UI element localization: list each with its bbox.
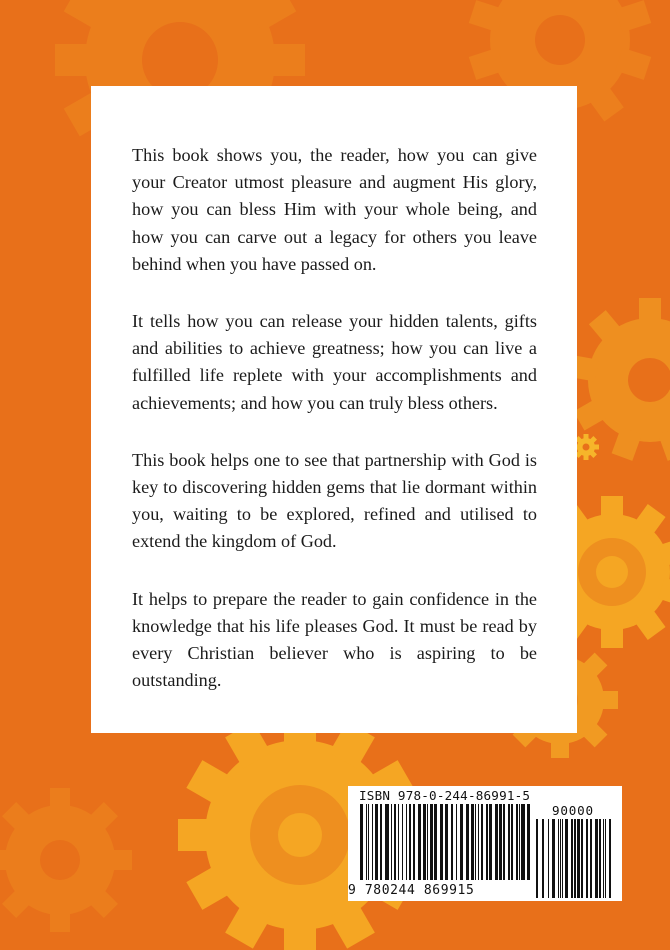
blurb-panel: [91, 86, 577, 733]
barcode-bar: [471, 804, 474, 880]
blurb-paragraph-2: It tells how you can release your hidden talents, gifts and abilities to achieve greatness; how you can live a fulfilled life replete with your accomplishments and achievements; and how you can truly bless others.: [132, 311, 537, 413]
barcode-bar: [599, 819, 601, 898]
barcode-bar: [398, 804, 399, 880]
barcode-bar: [460, 804, 463, 880]
barcode-bar: [475, 804, 476, 880]
gear-icon: [567, 298, 670, 461]
barcode-bar: [413, 804, 415, 880]
blurb-paragraph-4: It helps to prepare the reader to gain confidence in the knowledge that his life pleases God. It must be read by every Christian believer who is aspiring to be outstanding.: [132, 588, 537, 691]
barcode-bar: [499, 804, 502, 880]
barcode-bar: [430, 804, 433, 880]
barcode-bar: [466, 804, 469, 880]
barcode-bar: [508, 804, 510, 880]
barcode-bar: [440, 804, 443, 880]
barcode-bar: [503, 804, 505, 880]
barcode-bar: [495, 804, 498, 880]
barcode-bar: [571, 819, 573, 898]
ean-digits: 9 780244 869915: [348, 883, 475, 898]
barcode-bar: [423, 804, 426, 880]
barcode-bar: [605, 819, 606, 898]
blurb-paragraph-1: This book shows you, the reader, how you can give your Creator utmost pleasure and augment His glory, how you can bless Him with your whole being, and how you can carve out a legacy for others you leave behind when you have passed on.: [132, 145, 537, 274]
barcode-bar: [609, 819, 611, 898]
barcode-bar: [368, 804, 369, 880]
barcode-bar: [489, 804, 492, 880]
barcode-bar: [586, 819, 588, 898]
barcode-bar: [558, 819, 559, 898]
barcode-bar: [562, 819, 563, 898]
barcode-bar: [380, 804, 382, 880]
barcode-bar: [577, 819, 580, 898]
barcode-bar: [552, 819, 555, 898]
barcode-bar: [536, 819, 538, 898]
barcode-bar: [478, 804, 479, 880]
barcode-bar: [394, 804, 396, 880]
barcode-bar: [391, 804, 392, 880]
barcode-bar: [360, 804, 363, 880]
barcode-bar: [574, 819, 576, 898]
barcode-bar: [385, 804, 389, 880]
barcode-bar: [375, 804, 378, 880]
barcode-bar: [516, 804, 518, 880]
blurb-paragraph-3: This book helps one to see that partnership with God is key to discovering hidden gems that lie dormant within you, waiting to be explored, refined and utilised to extend the kingdom of God.: [132, 449, 537, 552]
barcode-bar: [486, 804, 488, 880]
barcode-bar: [560, 819, 561, 898]
barcode-bar: [542, 819, 544, 898]
barcode-bar: [445, 804, 448, 880]
barcode-bar: [527, 804, 530, 880]
barcode-bar: [409, 804, 411, 880]
barcode-bar: [590, 819, 592, 898]
barcode-bar: [427, 804, 428, 880]
barcode-bar: [565, 819, 568, 898]
barcode-bar: [519, 804, 520, 880]
barcode-bar: [434, 804, 437, 880]
barcode-bar: [451, 804, 453, 880]
barcode-bar: [366, 804, 367, 880]
price-code: 90000: [552, 803, 594, 818]
barcode-bar: [595, 819, 598, 898]
isbn-label: ISBN 978-0-244-86991-5: [359, 788, 531, 803]
barcode-bar: [521, 804, 525, 880]
barcode-bar: [603, 819, 604, 898]
barcode-bar: [481, 804, 483, 880]
barcode-bar: [402, 804, 403, 880]
barcode-bar: [581, 819, 583, 898]
barcode-bar: [511, 804, 513, 880]
barcode-bar: [548, 819, 549, 898]
barcode-bar: [456, 804, 457, 880]
barcode-bar: [372, 804, 373, 880]
barcode-bar: [406, 804, 407, 880]
barcode-bar: [418, 804, 421, 880]
isbn-barcode: [348, 786, 622, 901]
gear-icon: [0, 788, 132, 932]
